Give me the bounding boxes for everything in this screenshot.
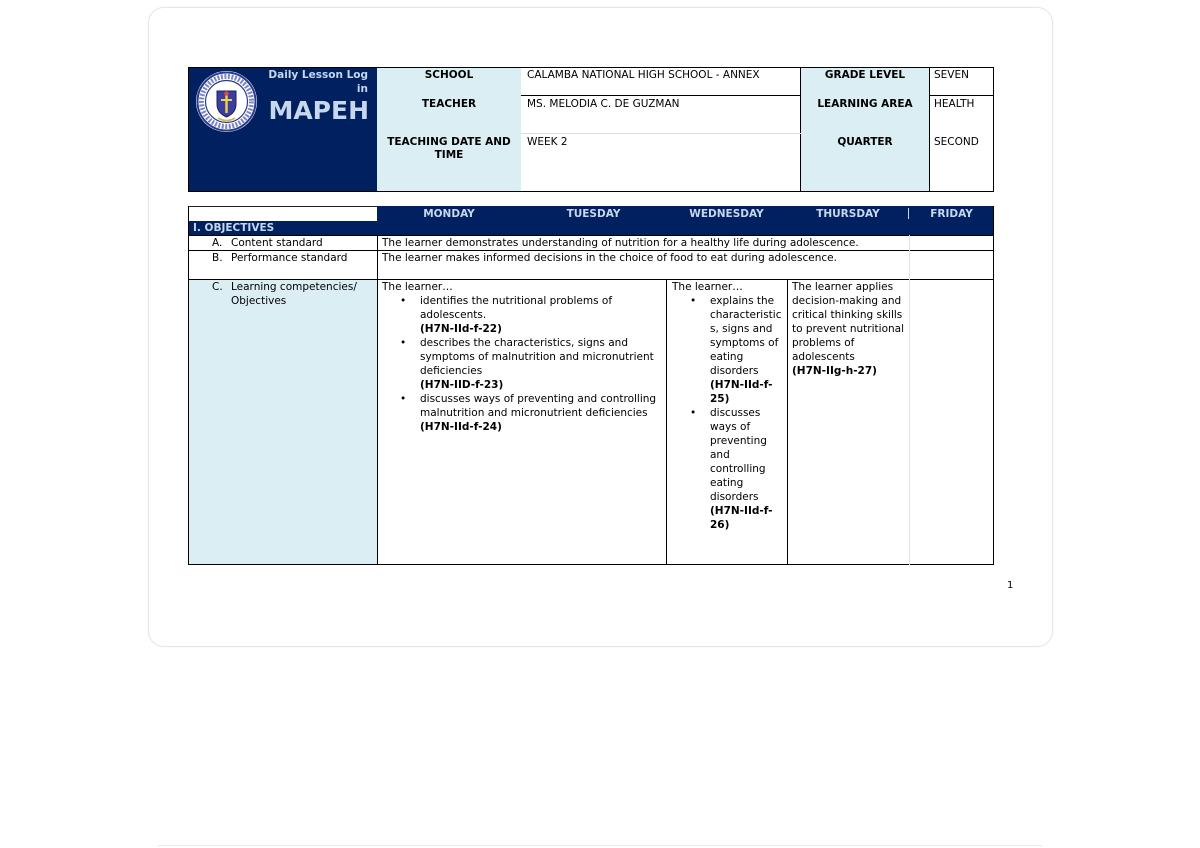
performance-standard-label: Performance standard (231, 252, 348, 264)
competency-code: (H7N-IId-f-24) (420, 421, 502, 433)
list-item (400, 336, 664, 392)
subject-title: MAPEH (268, 96, 369, 125)
competency-code: (H7N-IId-f- (710, 505, 773, 517)
competencies-label: Learning competencies/ (231, 281, 357, 293)
grade-level-label: GRADE LEVEL (824, 69, 906, 81)
item-text: The learner applies (792, 281, 894, 293)
day-friday: FRIDAY (930, 208, 973, 220)
mon-tue-competencies (382, 280, 664, 434)
competencies-letter: C. (212, 281, 223, 293)
competency-code: 26) (710, 519, 730, 531)
dll-title: Daily Lesson Log (268, 69, 368, 81)
item-text: describes the characteristics, signs and (420, 337, 628, 349)
teaching-date-value: WEEK 2 (527, 136, 568, 148)
thursday-competencies (792, 280, 908, 378)
mon-tue-list (382, 294, 664, 434)
performance-standard-letter: B. (212, 252, 223, 264)
content-standard-label: Content standard (231, 237, 323, 249)
list-item (690, 294, 786, 406)
table-border-faint (909, 235, 910, 565)
item-text: symptoms of malnutrition and micronutrient (420, 351, 654, 363)
header-border (800, 67, 801, 192)
item-text: critical thinking skills (792, 309, 903, 321)
content-standard-letter: A. (212, 237, 223, 249)
school-label: SCHOOL (424, 69, 474, 81)
item-text: malnutrition and micronutrient deficiencies (420, 407, 648, 419)
header-divider-faint (521, 133, 801, 134)
header-border (929, 95, 994, 96)
performance-standard-text: The learner makes informed decisions in the choice of food to eat during adolescence. (382, 252, 837, 264)
header-label-column-right (801, 67, 929, 192)
item-text: adolescents (792, 351, 855, 363)
teacher-value: MS. MELODIA C. DE GUZMAN (527, 98, 680, 110)
grade-level-value: SEVEN (934, 69, 969, 81)
item-text: discusses ways of preventing and controlling (420, 393, 657, 405)
competency-code: (H7N-IID-f-23) (420, 379, 504, 391)
bullet-icon: • (400, 295, 407, 307)
day-monday: MONDAY (423, 208, 475, 220)
item-text: eating (710, 477, 744, 489)
item-text: s, signs and (710, 323, 773, 335)
list-item (690, 406, 786, 532)
list-item (400, 392, 664, 434)
header-border (521, 95, 801, 96)
table-border (188, 250, 994, 251)
competency-code: 25) (710, 393, 730, 405)
learning-area-label: LEARNING AREA (817, 98, 913, 110)
content-standard-text: The learner demonstrates understanding of nutrition for a healthy life during adolescence. (382, 237, 859, 249)
item-text: characteristic (710, 309, 782, 321)
header-border (188, 191, 994, 192)
days-border (188, 206, 377, 207)
bullet-icon: • (400, 393, 407, 405)
table-border (188, 206, 189, 565)
quarter-value: SECOND (934, 136, 979, 148)
item-text: disorders (710, 491, 759, 503)
item-text: disorders (710, 365, 759, 377)
dll-title-in: in (356, 83, 368, 95)
table-border (377, 235, 378, 565)
day-thursday: THURSDAY (816, 208, 880, 220)
competency-code: (H7N-IId-f- (710, 379, 773, 391)
wednesday-competencies (672, 280, 786, 532)
item-text: preventing (710, 435, 767, 447)
page-number: 1 (1007, 580, 1014, 591)
mon-tue-intro: The learner… (382, 281, 453, 293)
item-text: identifies the nutritional problems of (420, 295, 613, 307)
learning-area-value: HEALTH (934, 98, 975, 110)
quarter-label: QUARTER (837, 136, 893, 148)
wednesday-list (672, 294, 786, 532)
competency-code: (H7N-IId-f-22) (420, 323, 502, 335)
teaching-date-label: TEACHING DATE AND (387, 136, 511, 148)
bullet-icon: • (690, 295, 697, 307)
item-text: symptoms of (710, 337, 779, 349)
school-value: CALAMBA NATIONAL HIGH SCHOOL - ANNEX (527, 69, 760, 81)
day-divider (908, 208, 909, 219)
item-text: problems of (792, 337, 855, 349)
header-border (188, 67, 189, 192)
item-text: decision-making and (792, 295, 902, 307)
table-border (188, 564, 994, 565)
bullet-icon: • (400, 337, 407, 349)
header-label-column (377, 67, 521, 192)
deped-seal-icon (196, 71, 257, 132)
table-border (666, 279, 667, 565)
day-wednesday: WEDNESDAY (689, 208, 764, 220)
item-text: controlling (710, 463, 766, 475)
item-text: ways of (710, 421, 751, 433)
day-tuesday: TUESDAY (566, 208, 621, 220)
item-text: explains the (710, 295, 775, 307)
table-border (787, 279, 788, 565)
competencies-label-bg (189, 280, 377, 565)
competencies-label-2: Objectives (231, 295, 287, 307)
list-item (400, 294, 664, 336)
item-text: deficiencies (420, 365, 483, 377)
item-text: and (710, 449, 730, 461)
item-text: eating (710, 351, 744, 363)
teaching-date-label-2: TIME (434, 149, 464, 161)
objectives-section-title: I. OBJECTIVES (193, 222, 275, 234)
table-border (188, 279, 994, 280)
teacher-label: TEACHER (421, 98, 477, 110)
header-border (993, 67, 994, 192)
header-border (929, 67, 930, 192)
item-text: adolescents. (420, 309, 487, 321)
header-border (188, 67, 994, 68)
competency-code: (H7N-IIg-h-27) (792, 365, 877, 377)
objectives-section-bar (188, 221, 994, 235)
table-border (993, 206, 994, 565)
wednesday-intro: The learner… (672, 281, 743, 293)
item-text: discusses (710, 407, 761, 419)
bullet-icon: • (690, 407, 697, 419)
item-text: to prevent nutritional (792, 323, 904, 335)
table-border (188, 235, 994, 236)
